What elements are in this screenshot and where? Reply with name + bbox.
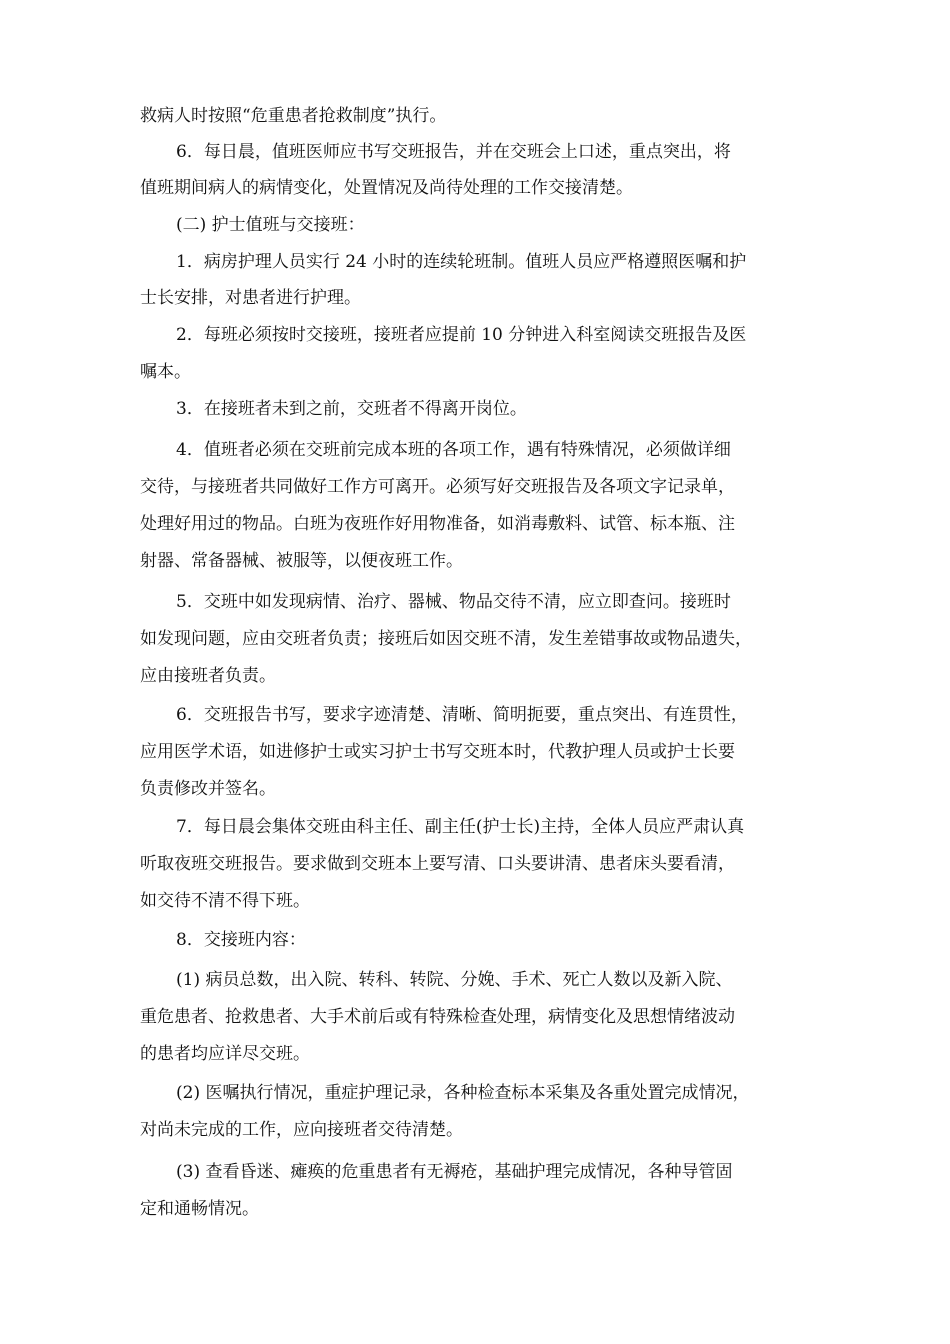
text-line: 8．交接班内容： [176,930,306,950]
text-line: 值班期间病人的病情变化，处置情况及尚待处理的工作交接清楚。 [140,178,633,198]
text-line: 应由接班者负责。 [140,666,276,686]
text-line: 7．每日晨会集体交班由科主任、副主任(护士长)主持，全体人员应严肃认真 [176,817,745,837]
text-line: (1) 病员总数，出入院、转科、转院、分娩、手术、死亡人数以及新入院、 [176,970,733,990]
text-line: 如发现问题，应由交班者负责；接班后如因交班不清，发生差错事故或物品遗失， [140,629,752,649]
text-line: 士长安排，对患者进行护理。 [140,288,361,308]
text-line: 2．每班必须按时交接班，接班者应提前 10 分钟进入科室阅读交班报告及医 [176,325,747,345]
text-line: 如交待不清不得下班。 [140,891,310,911]
text-line: 1．病房护理人员实行 24 小时的连续轮班制。值班人员应严格遵照医嘱和护 [176,252,747,272]
text-line: 定和通畅情况。 [140,1199,259,1219]
text-line: 4．值班者必须在交班前完成本班的各项工作，遇有特殊情况，必须做详细 [176,440,731,460]
text-line: 的患者均应详尽交班。 [140,1044,310,1064]
text-line: 嘱本。 [140,362,191,382]
text-line: 6．交班报告书写，要求字迹清楚、清晰、简明扼要，重点突出、有连贯性， [176,705,748,725]
section-heading: (二) 护士值班与交接班： [176,215,365,235]
text-line: 应用医学术语，如进修护士或实习护士书写交班本时，代教护理人员或护士长要 [140,742,735,762]
text-line: (3) 查看昏迷、瘫痪的危重患者有无褥疮，基础护理完成情况，各种导管固 [176,1162,733,1182]
text-line: 交待，与接班者共同做好工作方可离开。必须写好交班报告及各项文字记录单， [140,477,735,497]
text-line: 负责修改并签名。 [140,779,276,799]
text-line: 3．在接班者未到之前，交班者不得离开岗位。 [176,399,527,419]
text-line: 救病人时按照“危重患者抢救制度”执行。 [140,106,447,126]
text-line: 6．每日晨，值班医师应书写交班报告，并在交班会上口述，重点突出，将 [176,142,731,162]
text-line: 射器、常备器械、被服等，以便夜班工作。 [140,551,463,571]
text-line: 听取夜班交班报告。要求做到交班本上要写清、口头要讲清、患者床头要看清， [140,854,735,874]
text-line: 对尚未完成的工作，应向接班者交待清楚。 [140,1120,463,1140]
text-line: 处理好用过的物品。白班为夜班作好用物准备，如消毒敷料、试管、标本瓶、注 [140,514,735,534]
text-line: 重危患者、抢救患者、大手术前后或有特殊检查处理，病情变化及思想情绪波动 [140,1007,735,1027]
text-line: (2) 医嘱执行情况，重症护理记录，各种检查标本采集及各重处置完成情况， [176,1083,750,1103]
text-line: 5．交班中如发现病情、治疗、器械、物品交待不清，应立即查问。接班时 [176,592,731,612]
